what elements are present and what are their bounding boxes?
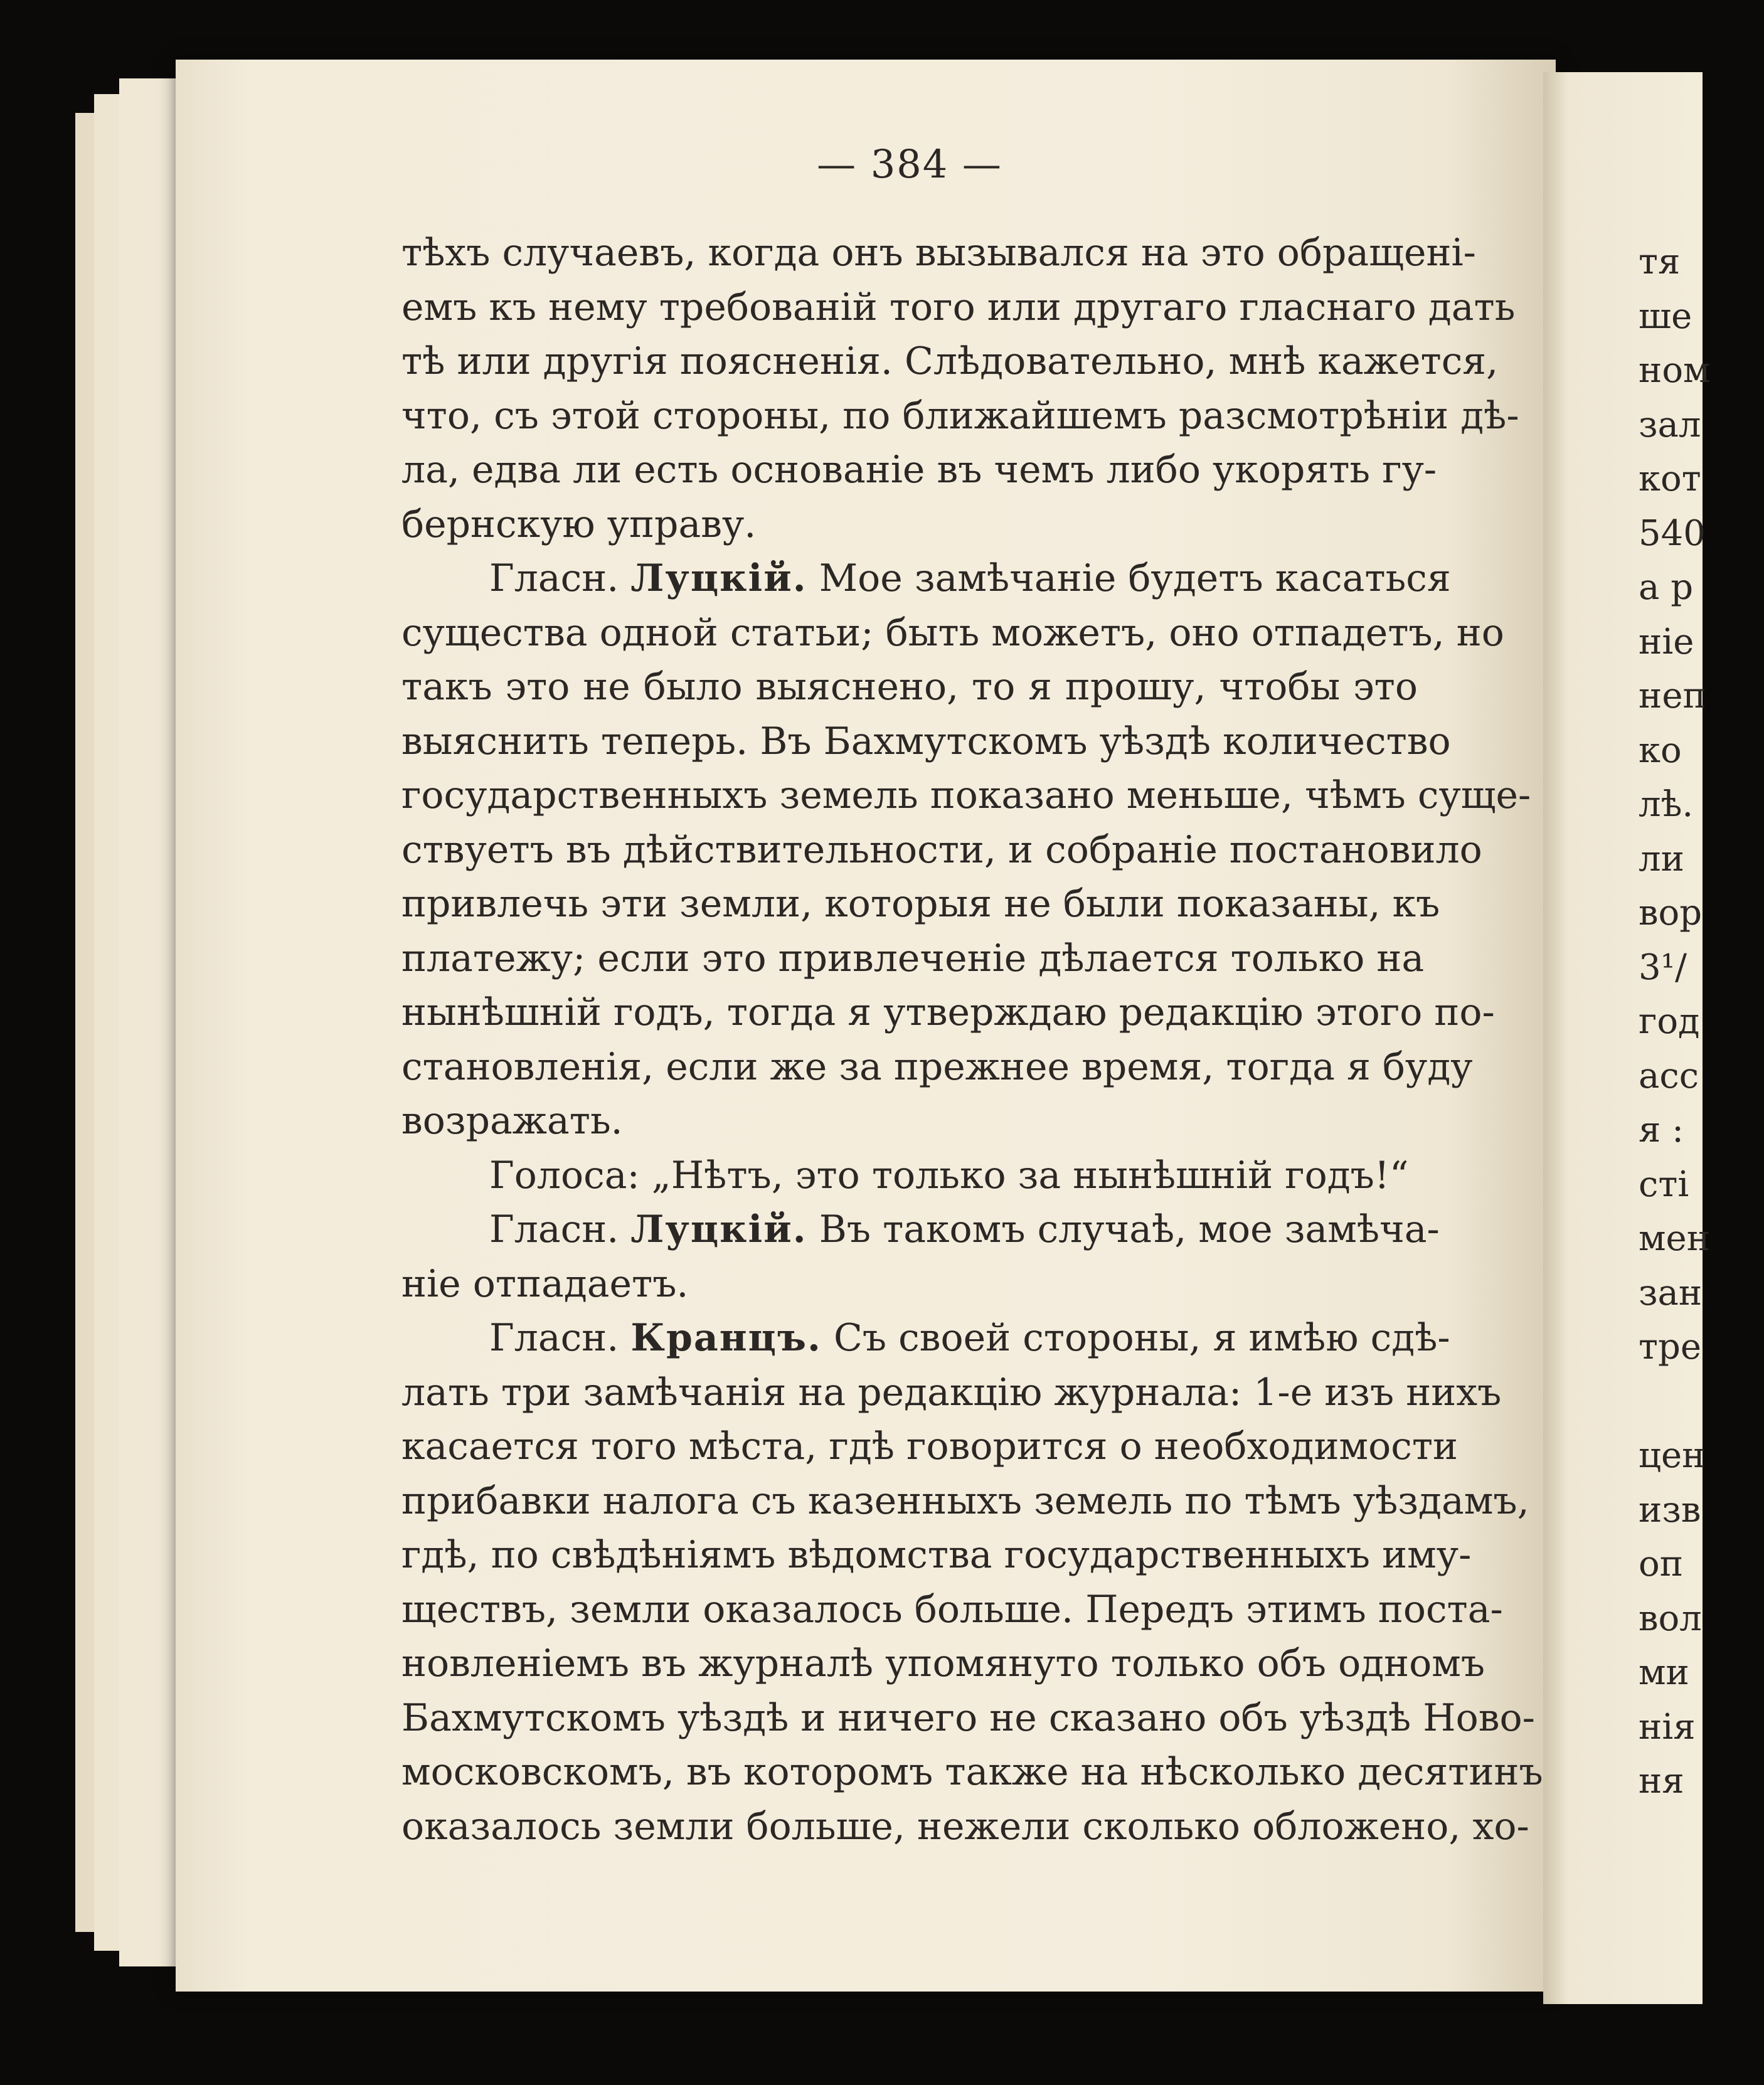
fragment-line: зан <box>1639 1272 1703 1313</box>
fragment-line: асс <box>1639 1055 1699 1096</box>
line-text: Бахмутскомъ уѣздѣ и ничего не сказано объ уѣздѣ Ново- <box>401 1695 1535 1740</box>
line-text: оказалось земли больше, нежели сколько обложено, хо- <box>401 1804 1529 1849</box>
line-text: тѣхъ случаевъ, когда онъ вызывался на это обращені- <box>401 231 1476 275</box>
text-line <box>401 280 1516 335</box>
line-text: нынѣшній годъ, тогда я утверждаю редакцію этого по- <box>401 990 1495 1034</box>
line-text: существа одной статьи; быть можетъ, оно отпадетъ, но <box>401 610 1504 655</box>
text-line <box>401 1202 1440 1257</box>
fragment-line: кот <box>1639 459 1701 499</box>
text-line <box>401 1366 1502 1420</box>
fragment-line: год <box>1639 1001 1700 1042</box>
text-line <box>401 226 1476 280</box>
text-line <box>401 1745 1543 1800</box>
fragment-line: вол <box>1639 1598 1702 1639</box>
line-text: ніе отпадаетъ. <box>401 1261 689 1306</box>
line-text: ствуетъ въ дѣйствительности, и собраніе постановило <box>401 827 1482 872</box>
line-text: Въ такомъ случаѣ, мое замѣча- <box>807 1207 1440 1251</box>
page-number: — 384 — <box>817 141 1002 187</box>
fragment-line: цен <box>1639 1435 1706 1476</box>
text-line <box>401 334 1499 389</box>
text-line <box>401 1800 1529 1854</box>
text-line <box>401 985 1495 1040</box>
line-text: становленія, если же за прежнее время, тогда я буду <box>401 1044 1473 1089</box>
text-line <box>401 877 1440 931</box>
fragment-line: а р <box>1639 567 1694 608</box>
adjacent-page-text <box>1639 235 1764 1809</box>
fragment-line: нія <box>1639 1706 1696 1748</box>
text-line <box>401 1094 1418 1149</box>
line-text: московскомъ, въ которомъ также на нѣсколько десятинъ <box>401 1750 1543 1794</box>
fragment-line: ми <box>1639 1652 1689 1693</box>
line-text: платежу; если это привлеченіе дѣлается только на <box>401 936 1425 980</box>
text-line <box>401 931 1425 986</box>
fragment-line: сті <box>1639 1164 1689 1205</box>
fragment-line: лѣ. <box>1639 784 1694 825</box>
line-text: бернскую управу. <box>401 502 757 546</box>
line-text: касается того мѣста, гдѣ говорится о необходимости <box>401 1424 1458 1468</box>
text-line <box>401 1257 1418 1312</box>
line-text: тѣ или другія поясненія. Слѣдовательно, мнѣ кажется, <box>401 339 1499 383</box>
text-line <box>401 443 1437 497</box>
fragment-line: тя <box>1639 241 1681 282</box>
line-text: емъ къ нему требованій того или другаго гласнаго дать <box>401 285 1516 329</box>
speaker-name: Луцкій. <box>630 1207 807 1251</box>
fragment-line: тре <box>1639 1327 1701 1367</box>
line-text: лать три замѣчанія на редакцію журнала: 1-е изъ нихъ <box>401 1370 1502 1414</box>
text-line <box>401 1149 1418 1203</box>
text-line <box>401 497 1418 552</box>
line-text: привлечь эти земли, которыя не были показаны, къ <box>401 882 1440 926</box>
text-line <box>401 823 1482 878</box>
fragment-line: мен <box>1639 1218 1711 1259</box>
speaker-name: Кранцъ. <box>630 1316 822 1360</box>
fragment-line: ніе <box>1639 621 1694 662</box>
fragment-line: ня <box>1639 1761 1684 1801</box>
text-line <box>401 1311 1450 1366</box>
text-line <box>401 389 1519 443</box>
speaker-prefix: Гласн. <box>489 1316 631 1360</box>
text-line <box>401 1419 1458 1474</box>
text-line <box>401 1528 1472 1583</box>
line-text: прибавки налога съ казенныхъ земель по тѣмъ уѣздамъ, <box>401 1478 1529 1523</box>
text-line <box>401 606 1504 661</box>
text-line <box>401 768 1531 823</box>
line-text: выяснить теперь. Въ Бахмутскомъ уѣздѣ количество <box>401 719 1451 763</box>
fragment-line: оп <box>1639 1544 1684 1584</box>
line-text: возражать. <box>401 1099 623 1143</box>
line-text: Мое замѣчаніе будетъ касаться <box>807 556 1451 600</box>
line-text: Съ своей стороны, я имѣю сдѣ- <box>821 1316 1450 1360</box>
fragment-line: ли <box>1639 838 1684 879</box>
speaker-prefix: Гласн. <box>489 556 631 600</box>
text-line <box>401 660 1418 714</box>
text-line <box>401 551 1451 606</box>
fragment-line: 540 <box>1639 512 1706 554</box>
line-text: гдѣ, по свѣдѣніямъ вѣдомства государственныхъ иму- <box>401 1533 1472 1577</box>
text-line <box>401 1583 1503 1637</box>
speaker-prefix: Гласн. <box>489 1207 631 1251</box>
text-line <box>401 1637 1485 1691</box>
line-text: Голоса: „Нѣтъ, это только за нынѣшній годъ!“ <box>489 1153 1409 1197</box>
line-text: ществъ, земли оказалось больше. Передъ этимъ поста- <box>401 1587 1503 1631</box>
fragment-line: 3¹/ <box>1639 947 1687 988</box>
fragment-line: ше <box>1639 295 1692 337</box>
line-text: что, съ этой стороны, по ближайшемъ разсмотрѣніи дѣ- <box>401 393 1519 438</box>
line-text: государственныхъ земель показано меньше, чѣмъ суще- <box>401 773 1531 817</box>
text-line <box>401 1691 1535 1746</box>
fragment-line <box>1639 1375 1764 1430</box>
text-line <box>401 1040 1473 1095</box>
body-text <box>401 226 1543 1854</box>
fragment-line: вор <box>1639 893 1703 933</box>
fragment-line: неп <box>1639 676 1706 716</box>
fragment-line: зал <box>1639 404 1701 445</box>
text-line <box>401 1474 1529 1529</box>
line-text: такъ это не было выяснено, то я прошу, чтобы это <box>401 665 1418 709</box>
fragment-line: изв <box>1639 1489 1701 1531</box>
text-line <box>401 714 1451 769</box>
fragment-line: ном <box>1639 350 1711 391</box>
line-text: новленіемъ въ журналѣ упомянуто только объ одномъ <box>401 1642 1485 1685</box>
fragment-line: я : <box>1639 1110 1684 1150</box>
line-text: ла, едва ли есть основаніе въ чемъ либо укорять гу- <box>401 448 1437 492</box>
speaker-name: Луцкій. <box>630 556 807 600</box>
fragment-line: ко <box>1639 729 1682 771</box>
